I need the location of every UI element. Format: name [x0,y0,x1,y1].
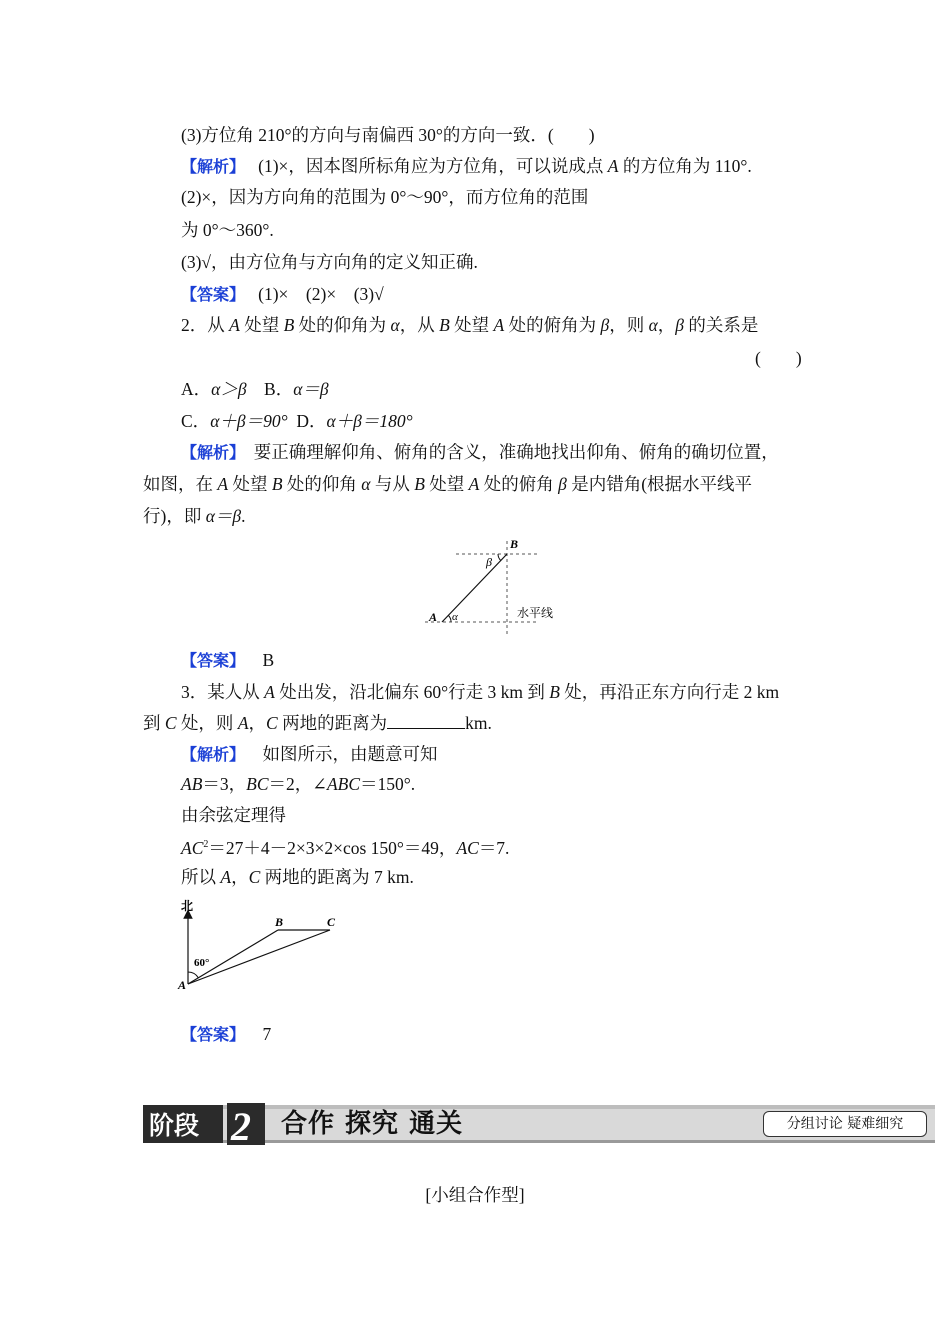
fig2-angle-arc [188,972,198,978]
fig1-beta-arc [498,554,501,561]
q2-option-d: D．α＋β＝180° [296,411,413,431]
banner-title: 合作 探究 通关 [281,1109,464,1139]
q3-analysis-line4: $AC^2=27+4-2\times 3\times 2\times\cos$ 150°＝49，AC＝7. [181,837,510,858]
q3-analysis-line2: AB＝3，BC＝2，∠ABC＝150°. [181,774,416,794]
q2-paren: ( ) [755,348,802,368]
q3-answer [181,1023,271,1046]
q1-analysis-line1 [181,155,752,178]
q1-answer-value: (1)× (2)× (3)√ [258,284,384,304]
q3-answer-blank[interactable] [387,712,465,729]
q3-answer-tag: 【答案】 [181,1025,246,1044]
q1-analysis-tag: 【解析】 [181,157,246,176]
fig1-alpha-arc [449,616,452,623]
q2-option-b: B．α＝β [264,379,329,399]
q3-analysis-tag: 【解析】 [181,745,246,764]
fig1-label-horizontal: 水平线 [517,606,554,620]
q1-analysis-line2: (2)×，因为方向角的范围为 0°～90°，而方位角的范围 [181,187,589,207]
q2-option-c: C．α＋β＝90° [181,411,288,431]
q2-analysis-line1: 【解析】 要正确理解仰角、俯角的含义，准确地找出仰角、俯角的确切位置， [181,442,779,462]
fig1-label-beta: β [486,555,492,569]
q1-answer-tag: 【答案】 [181,285,246,304]
banner-number: 2 [231,1104,251,1145]
q2-analysis-tag: 【解析】 [181,443,246,462]
fig2-label-north: 北 [181,899,194,913]
q2-analysis-line2: 如图，在 A 处望 B 处的仰角 α 与从 B 处望 A 处的俯角 β 是内错角(根据水平线平 [143,474,753,494]
q3-stem-line2: 到 C 处，则 A，C 两地的距离为 km. [143,713,492,733]
q1-analysis-text: (1)×，因本图所标角应为方位角，可以说成点 [258,156,608,176]
q1-analysis-line4: (3)√，由方位角与方向角的定义知正确. [181,252,478,272]
fig1-label-a: A [429,610,438,624]
banner-subtitle: 分组讨论 疑难细究 [763,1111,927,1137]
q2-answer [181,649,274,672]
q2-options-ab [181,378,329,400]
q2-option-a: A．α＞β [181,379,247,399]
q2-stem-line1: 2．从 A 处望 B 处的仰角为 α，从 B 处望 A 处的俯角为 β，则 α，β 的关系是 [181,315,759,335]
q3-analysis-line1: 【解析】 如图所示，由题意可知 [181,744,438,764]
fig1-label-b: B [510,537,519,551]
q1-analysis-line3: 为 0°～360°. [181,220,274,240]
q2-answer-value: B [262,650,275,670]
fig2-label-c: C [327,915,336,929]
q1-analysis-text-end: 的方位角为 110°. [618,156,752,176]
banner-stage-label: 阶段 [149,1113,200,1140]
q2-figure [420,533,570,638]
q2-analysis-line3: 行)，即 α＝β. [143,506,246,526]
section-title: [小组合作型] [425,1185,525,1205]
q1-answer [181,283,384,306]
q2-answer-tag: 【答案】 [181,651,246,670]
q3-answer-value: 7 [262,1024,272,1044]
q3-stem-line1: 3．某人从 A 处出发，沿北偏东 60°行走 3 km 到 B 处，再沿正东方向行走 2 km [181,682,780,702]
q3-analysis-line5: 所以 A，C 两地的距离为 7 km. [181,867,414,887]
fig2-label-a: A [178,978,187,992]
q1-analysis-var: A [607,156,619,176]
fig2-label-b: B [275,915,284,929]
q2-options-cd [181,410,413,432]
fig2-label-angle: 60° [194,957,210,969]
q3-figure [170,896,350,996]
fig1-label-alpha: α [452,611,458,623]
q1-item3: (3)方位角 210°的方向与南偏西 30°的方向一致．( ) [181,125,595,145]
q3-analysis-line3: 由余弦定理得 [181,805,286,825]
